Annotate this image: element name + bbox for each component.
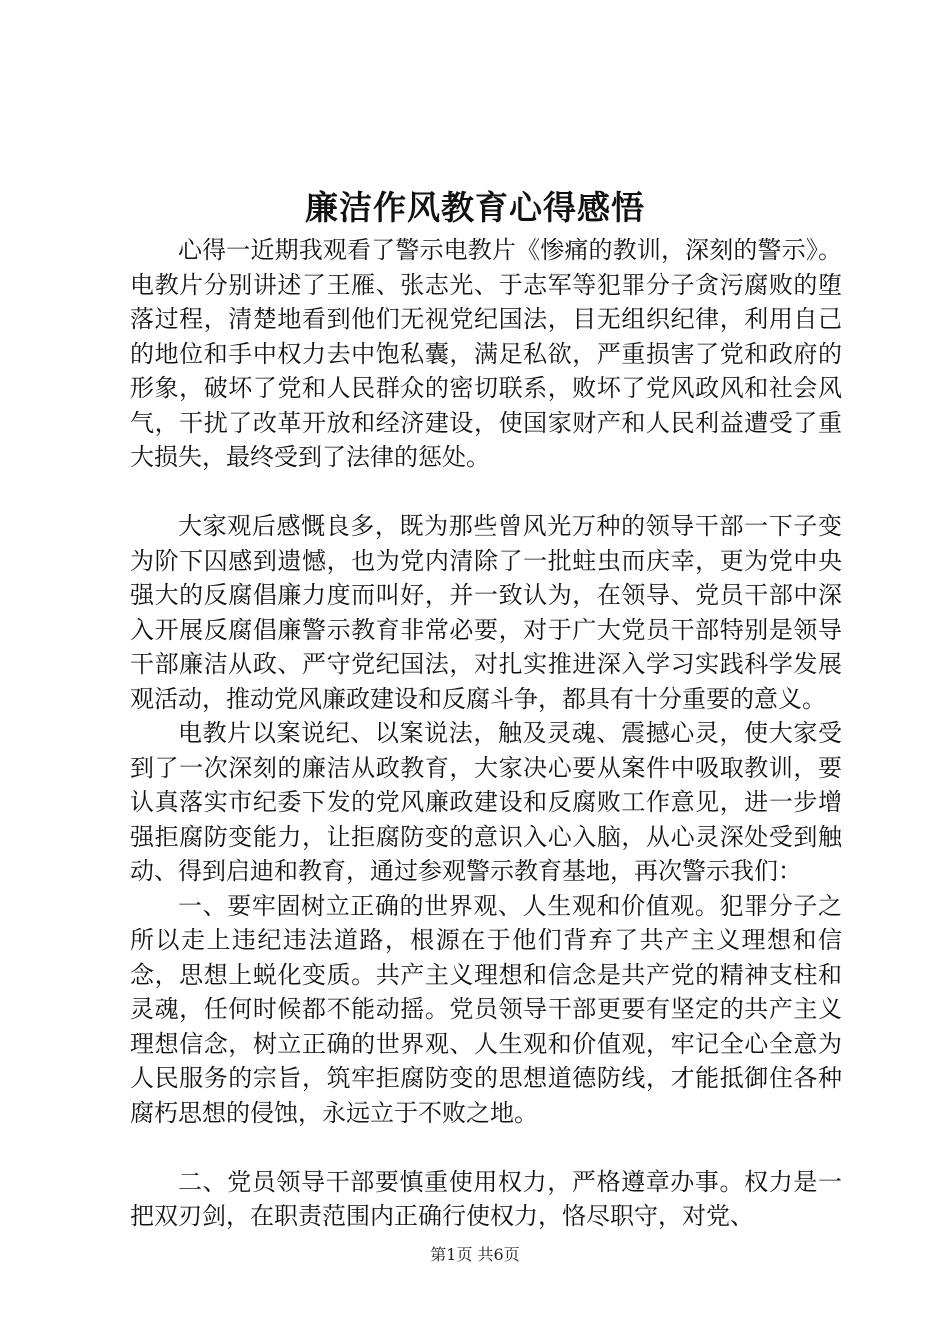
paragraph-5: 二、党员领导干部要慎重使用权力，严格遵章办事。权力是一把双刃剑，在职责范围内正确行使权力，恪尽职守，对党、 [130,1167,842,1230]
paragraph-3: 电教片以案说纪、以案说法，触及灵魂、震撼心灵，使大家受到了一次深刻的廉洁从政教育，大家决心要从案件中吸取教训，要认真落实市纪委下发的党风廉政建设和反腐败工作意见，进一步增强拒腐防变能力，让拒腐防变的意识入心入脑，从心灵深处受到触动、得到启迪和教育，通过参观警示教育基地，再次警示我们： [130,719,842,885]
paragraph-1: 心得一近期我观看了警示电教片《惨痛的教训，深刻的警示》。电教片分别讲述了王雁、张志光、于志军等犯罪分子贪污腐败的堕落过程，清楚地看到他们无视党纪国法，目无组织纪律，利用自己的地位和手中权力去中饱私囊，满足私欲，严重损害了党和政府的形象，破坏了党和人民群众的密切联系，败坏了党风政风和社会风气，干扰了改革开放和经济建设，使国家财产和人民利益遭受了重大损失，最终受到了法律的惩处。 [130,236,842,471]
paragraph-spacer [130,475,842,510]
page-number-footer: 第1页 共6页 [430,1245,520,1264]
paragraph-spacer [130,1130,842,1165]
paragraph-2: 大家观后感慨良多，既为那些曾风光万种的领导干部一下子变为阶下囚感到遗憾，也为党内清除了一批蛀虫而庆幸，更为党中央强大的反腐倡廉力度而叫好，并一致认为，在领导、党员干部中深入开展反腐倡廉警示教育非常必要，对于广大党员干部特别是领导干部廉洁从政、严守党纪国法，对扎实推进深入学习实践科学发展观活动，推动党风廉政建设和反腐斗争，都具有十分重要的意义。 [130,512,842,713]
document-title: 廉洁作风教育心得感悟 [305,188,645,227]
document-body [130,233,842,1234]
paragraph-4: 一、要牢固树立正确的世界观、人生观和价值观。犯罪分子之所以走上违纪违法道路，根源在于他们背弃了共产主义理想和信念，思想上蜕化变质。共产主义理想和信念是共产党的精神支柱和灵魂，任何时候都不能动摇。党员领导干部更要有坚定的共产主义理想信念，树立正确的世界观、人生观和价值观，牢记全心全意为人民服务的宗旨，筑牢拒腐防变的思想道德防线，才能抵御住各种腐朽思想的侵蚀，永远立于不败之地。 [130,891,842,1127]
